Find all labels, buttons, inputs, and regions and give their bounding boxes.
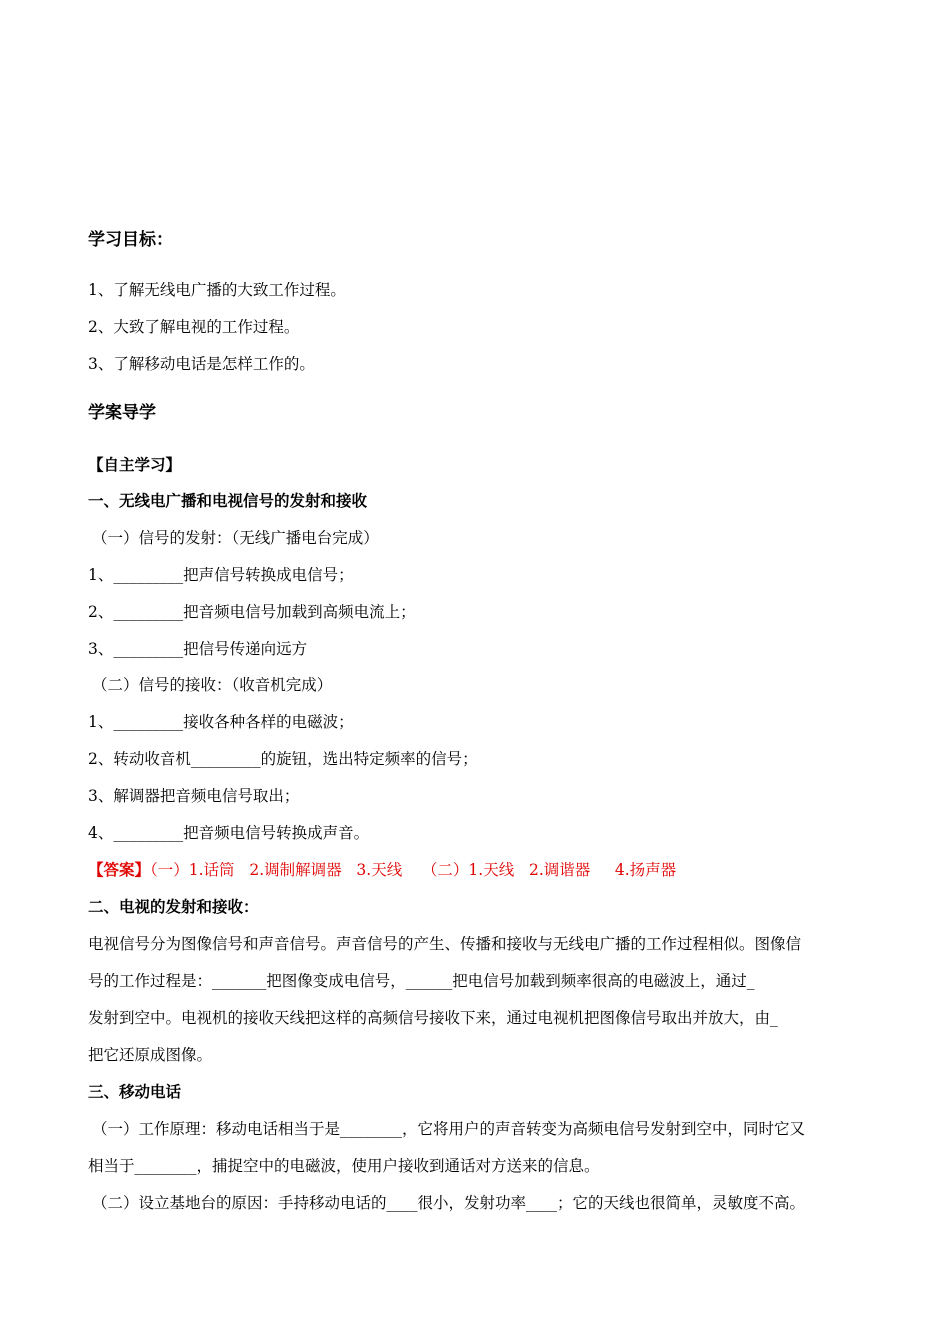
section2-line-2: 号的工作过程是：_______把图像变成电信号，______把电信号加载到频率很高的电磁波上，通过_ <box>88 972 755 990</box>
transmit-item-3: 3、_________把信号传递向远方 <box>88 640 308 658</box>
goal-item-3: 3、了解移动电话是怎样工作的。 <box>88 355 315 373</box>
answer-label: 【答案】 <box>88 861 151 879</box>
transmit-title: （一）信号的发射：（无线广播电台完成） <box>92 529 379 547</box>
section2-line-4: 把它还原成图像。 <box>88 1046 213 1064</box>
section3-line-1: （一）工作原理：移动电话相当于是________，它将用户的声音转变为高频电信号发射到空中，同时它又 <box>92 1120 806 1138</box>
goal-item-2: 2、大致了解电视的工作过程。 <box>88 318 300 336</box>
section2-line-3: 发射到空中。电视机的接收天线把这样的高频信号接收下来，通过电视机把图像信号取出并放大，由_ <box>88 1009 778 1027</box>
section1-heading: 一、无线电广播和电视信号的发射和接收 <box>88 492 368 510</box>
self-study-heading: 【自主学习】 <box>88 456 182 474</box>
receive-item-4: 4、_________把音频电信号转换成声音。 <box>88 824 370 842</box>
transmit-item-2: 2、_________把音频电信号加载到高频电流上； <box>88 603 416 621</box>
receive-title: （二）信号的接收：（收音机完成） <box>92 676 333 694</box>
section3-heading: 三、移动电话 <box>88 1083 182 1101</box>
answer-text: （一）1.话筒 2.调制解调器 3.天线 （二）1.天线 2.调谐器 4.扬声器 <box>150 861 677 879</box>
section3-line-2: 相当于________，捕捉空中的电磁波，使用户接收到通话对方送来的信息。 <box>88 1157 600 1175</box>
answer-line <box>88 860 890 880</box>
learning-goals-heading: 学习目标： <box>88 230 173 250</box>
receive-item-2: 2、转动收音机_________的旋钮，选出特定频率的信号； <box>88 750 478 768</box>
receive-item-3: 3、解调器把音频电信号取出； <box>88 787 300 805</box>
section2-line-1: 电视信号分为图像信号和声音信号。声音信号的产生、传播和接收与无线电广播的工作过程相似。图像信 <box>88 935 802 953</box>
goal-item-1: 1、了解无线电广播的大致工作过程。 <box>88 281 346 299</box>
study-guide-heading: 学案导学 <box>88 403 156 423</box>
receive-item-1: 1、_________接收各种各样的电磁波； <box>88 713 354 731</box>
transmit-item-1: 1、_________把声信号转换成电信号； <box>88 566 354 584</box>
section3-line-3: （二）设立基地台的原因：手持移动电话的____很小，发射功率____；它的天线也很简单，灵敏度不高。 <box>92 1194 806 1212</box>
section2-heading: 二、电视的发射和接收： <box>88 898 259 916</box>
